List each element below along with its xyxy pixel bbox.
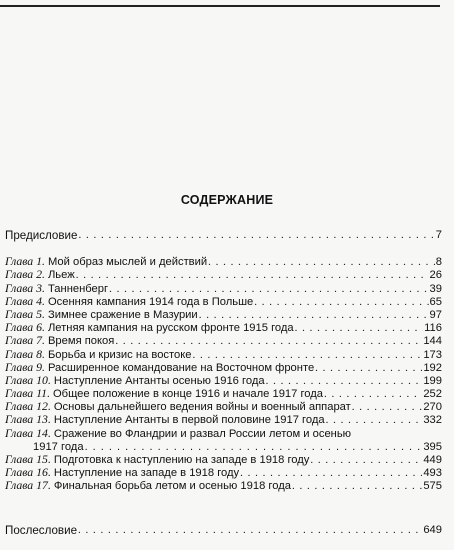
chapter-list	[5, 256, 442, 493]
leader-dots	[254, 296, 428, 309]
chapter-label: Глава 14.	[5, 425, 51, 440]
chapter-label: Глава 16.	[5, 465, 51, 480]
chapter-title-continuation: 1917 года	[33, 440, 84, 453]
chapter-entry	[5, 454, 442, 467]
chapter-entry	[5, 348, 442, 361]
preface-title: Предисловие	[5, 229, 78, 243]
leader-dots	[326, 414, 423, 427]
leader-dots	[292, 480, 422, 493]
top-rule	[0, 5, 440, 7]
chapter-title: Подготовка к наступлению на западе в 1918 году	[53, 454, 310, 466]
chapter-label: Глава 8.	[5, 346, 46, 361]
chapter-entry	[5, 359, 442, 375]
chapter-page: 493	[423, 467, 442, 480]
chapter-entry	[5, 372, 442, 388]
chapter-page: 395	[423, 440, 442, 453]
chapter-title: Основы дальнейшего ведения войны и военный аппарат	[53, 401, 351, 414]
chapter-label: Глава 15.	[5, 452, 51, 466]
preface-entry	[5, 229, 442, 242]
leader-dots	[266, 375, 423, 388]
chapter-page: 26	[429, 269, 442, 282]
chapter-title: Общее положение в конце 1916 и начале 1917 года	[52, 388, 324, 401]
afterword-entry	[5, 524, 442, 537]
chapter-title: Расширенное командование на Восточном фронте	[47, 361, 315, 374]
chapter-page: 575	[423, 480, 442, 493]
chapter-title: Льеж	[47, 269, 75, 282]
chapter-label: Глава 17.	[5, 478, 51, 493]
chapter-page: 252	[423, 388, 442, 401]
chapter-label: Глава 2.	[5, 267, 46, 282]
chapter-page: 116	[424, 322, 442, 335]
chapter-page: 199	[423, 374, 442, 387]
leader-dots	[240, 467, 422, 480]
chapter-label: Глава 7.	[5, 333, 46, 348]
chapter-title: Летняя кампания на русском фронте 1915 года	[47, 322, 294, 335]
chapter-label: Глава 10.	[5, 372, 51, 387]
chapter-title: Наступление Антанты в первой половине 1917 года	[53, 414, 325, 427]
leader-dots	[76, 269, 429, 282]
chapter-page: 144	[423, 335, 442, 348]
chapter-title: Мой образ мыслей и действий	[47, 256, 208, 269]
chapter-entry	[5, 322, 442, 335]
chapter-label: Глава 1.	[5, 254, 46, 269]
chapter-title: Сражение во Фландрии и развал России летом и осенью	[53, 427, 352, 440]
chapter-entry	[5, 388, 442, 401]
chapter-label: Глава 9.	[5, 359, 46, 374]
chapter-page: 8	[435, 256, 442, 269]
afterword-title: Послесловие	[5, 524, 78, 538]
chapter-title: Борьба и кризис на востоке	[47, 348, 192, 361]
leader-dots	[109, 283, 428, 296]
chapter-label: Глава 5.	[5, 306, 46, 321]
preface-page: 7	[435, 229, 442, 242]
chapter-title: Финальная борьба летом и осенью 1918 года	[53, 480, 291, 493]
chapter-page: 449	[423, 454, 442, 466]
toc-heading: СОДЕРЖАНИЕ	[180, 193, 274, 207]
chapter-entry	[5, 306, 442, 322]
leader-dots	[85, 441, 423, 454]
chapter-label: Глава 13.	[5, 412, 51, 427]
chapter-entry	[5, 269, 442, 282]
chapter-title: Время покоя	[47, 335, 115, 348]
chapter-label: Глава 12.	[5, 399, 51, 414]
chapter-entry-continuation	[5, 441, 442, 454]
chapter-entry	[5, 401, 442, 414]
leader-dots	[208, 256, 435, 269]
chapter-label: Глава 3.	[5, 280, 46, 295]
chapter-page: 173	[423, 348, 442, 361]
chapter-page: 192	[423, 361, 442, 374]
leader-dots	[315, 362, 422, 375]
leader-dots	[78, 524, 422, 537]
leader-dots	[352, 401, 423, 414]
leader-dots	[199, 309, 429, 322]
chapter-label: Глава 4.	[5, 293, 46, 308]
leader-dots	[310, 454, 422, 467]
chapter-title: Наступление на западе в 1918 году	[53, 467, 240, 480]
chapter-title: Осенняя кампания 1914 года в Польше	[47, 295, 254, 308]
chapter-title: Зимнее сражение в Мазурии	[47, 308, 198, 321]
chapter-title: Наступление Антанты осенью 1916 года	[53, 374, 265, 387]
chapter-page: 270	[423, 401, 442, 414]
afterword-page: 649	[423, 524, 442, 537]
chapter-entry	[5, 282, 442, 295]
chapter-label: Глава 6.	[5, 320, 46, 335]
chapter-label: Глава 11.	[5, 386, 51, 401]
leader-dots	[192, 349, 422, 362]
leader-dots	[78, 229, 434, 242]
chapter-entry	[5, 427, 442, 440]
chapter-page: 332	[423, 414, 442, 427]
leader-dots	[295, 322, 424, 335]
chapter-page: 39	[429, 282, 442, 295]
chapter-entry	[5, 480, 442, 493]
chapter-entry	[5, 293, 442, 309]
chapter-entry	[5, 467, 442, 480]
chapter-entry	[5, 256, 442, 269]
chapter-page: 97	[429, 308, 442, 321]
leader-dots	[324, 388, 422, 401]
chapter-entry	[5, 335, 442, 348]
leader-dots	[115, 335, 422, 348]
chapter-page: 65	[429, 295, 442, 308]
chapter-entry	[5, 414, 442, 427]
chapter-title: Танненберг	[47, 282, 109, 295]
